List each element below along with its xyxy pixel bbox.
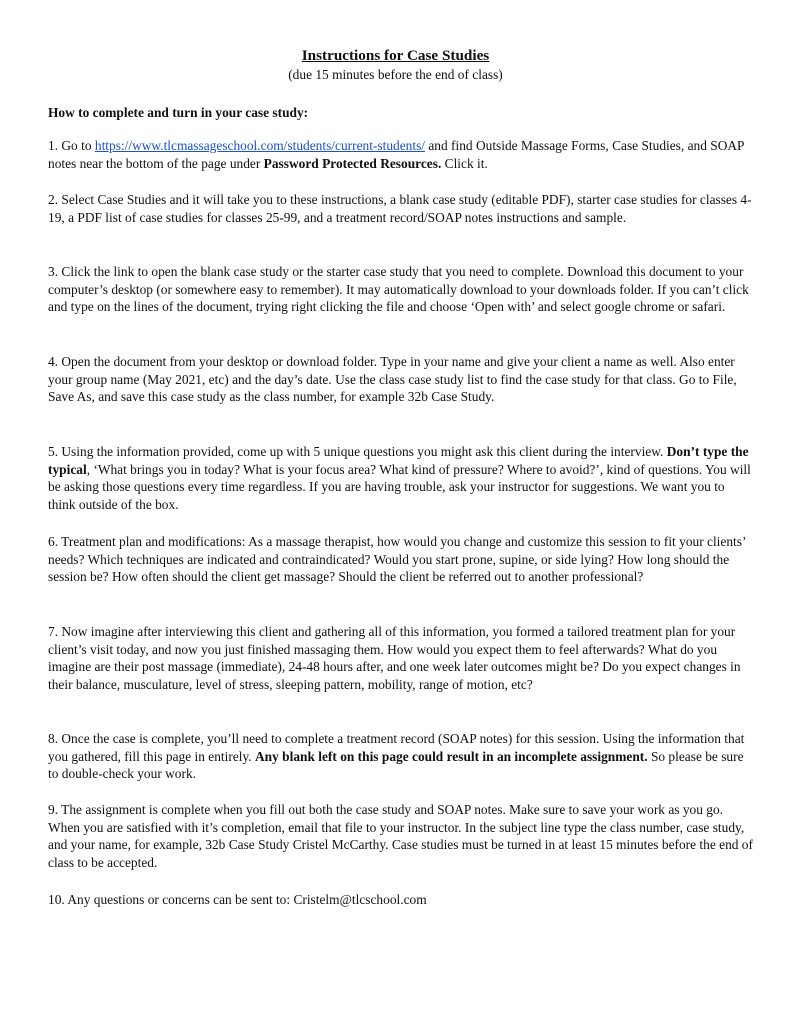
- step-5: [48, 443, 754, 513]
- step-7: 7. Now imagine after interviewing this client and gathering all of this information, you formed a tailored treatment plan for your client’s visit today, and now you just finished massaging them. How would you expect them to feel afterwards? What do you imagine are their post massage (immediate), 24-48 hours after, and one week later outcomes might be? Do you expect changes in their balance, musculature, level of stress, sleeping pattern, mobility, range of motion, etc?: [48, 624, 741, 692]
- step-5-bold: Don’t type the typical: [48, 444, 749, 477]
- step-1-suffix: Click it.: [441, 155, 488, 171]
- step-1-bold: Password Protected Resources.: [263, 155, 442, 171]
- step-1: [48, 137, 754, 172]
- document-title: Instructions for Case Studies: [301, 47, 490, 64]
- step-8-prefix: 8. Once the case is complete, you’ll need to complete a treatment record (SOAP notes) for this session. Using the information that you gathered, fill this page in entirely.: [48, 731, 745, 764]
- step-1-prefix: 1. Go to: [48, 138, 95, 153]
- step-8-suffix: So please be sure to double-check your work.: [48, 748, 744, 781]
- step-1-middle: and find Outside Massage Forms, Case Studies, and SOAP notes near the bottom of the page under: [48, 138, 745, 171]
- step-10: 10. Any questions or concerns can be sent to: Cristelm@tlcschool.com: [48, 892, 427, 907]
- current-students-link[interactable]: https://www.tlcmassageschool.com/students/current-students/: [94, 138, 425, 153]
- step-9: 9. The assignment is complete when you fill out both the case study and SOAP notes. Make sure to save your work as you go. When you are satisfied with it’s completion, email that file to your instructor. In the subject line type the class number, case study, and your name, for example, 32b Case Study Cristel McCarthy. Case studies must be turned in at least 15 minutes before the end of class to be accepted.: [48, 802, 753, 870]
- step-2: 2. Select Case Studies and it will take you to these instructions, a blank case study (editable PDF), starter case studies for classes 4-19, a PDF list of case studies for classes 25-99, and a treatment record/SOAP notes instructions and sample.: [48, 192, 752, 225]
- step-4: 4. Open the document from your desktop or download folder. Type in your name and give your client a name as well. Also enter your group name (May 2021, etc) and the day’s date. Use the class case study list to find the case study for that class. Go to File, Save As, and save this case study as the class number, for example 32b Case Study.: [48, 354, 737, 404]
- step-6: 6. Treatment plan and modifications: As a massage therapist, how would you change and customize this session to fit your clients’ needs? Which techniques are indicated and contraindicated? Would you start prone, supine, or side lying? How long should the session be? How often should the client get massage? Should the client be referred out to another professional?: [48, 534, 746, 584]
- step-3: 3. Click the link to open the blank case study or the starter case study that you need to complete. Download this document to your computer’s desktop (or somewhere easy to remember). It may automatically download to your downloads folder. If you can’t click and type on the lines of the document, trying right clicking the file and choose ‘Open with’ and select google chrome or safari.: [48, 264, 749, 314]
- section-heading: How to complete and turn in your case study:: [48, 105, 309, 120]
- step-5-suffix: , ‘What brings you in today? What is your focus area? What kind of pressure? Where to avoid?’, kind of questions. You will be asking those questions every time regardless. If you are having trouble, ask your instructor for suggestions. We want you to think outside of the box.: [48, 461, 751, 512]
- step-5-prefix: 5. Using the information provided, come up with 5 unique questions you might ask this client during the interview.: [48, 444, 667, 459]
- step-8-bold: Any blank left on this page could result in an incomplete assignment.: [255, 748, 648, 764]
- step-8: [48, 730, 754, 783]
- document-subtitle: (due 15 minutes before the end of class): [288, 67, 503, 82]
